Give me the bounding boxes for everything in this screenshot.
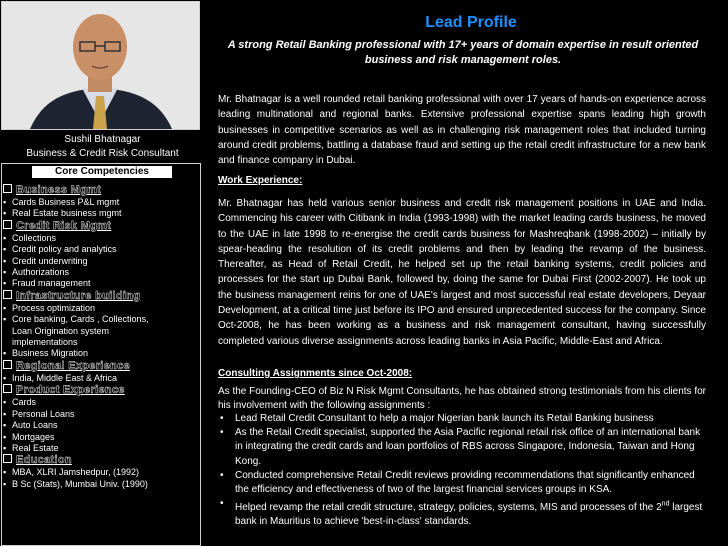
list-item: • Helped revamp the retail credit structure, strategy, policies, systems, MIS and processes of the 2nd largest bank in Mauritius to achieve 'best-in-class' standards.: [220, 498, 703, 527]
competency-item-continuation: implementations: [12, 337, 78, 348]
tagline: A strong Retail Banking professional with 17+ years of domain expertise in result oriented business and risk management roles.: [227, 39, 699, 66]
consulting-heading: Consulting Assignments since Oct-2008:: [218, 368, 413, 379]
competency-group-title: Regional Experience: [3, 360, 199, 373]
list-item: • Conducted comprehensive Retail Credit reviews providing recommendations that significantly enhanced the efficiency and effectiveness of two of the largest financial services groups in KSA.: [220, 469, 695, 496]
bullet-icon: •: [220, 498, 224, 510]
competency-item: ▪ Process optimization: [3, 302, 96, 313]
square-bullet-icon: ▪: [3, 244, 7, 255]
square-bullet-icon: ▪: [3, 348, 7, 359]
square-bullet-icon: ▪: [3, 302, 7, 313]
square-bullet-icon: ▪: [3, 431, 7, 442]
competency-item: ▪ Credit policy and analytics: [3, 244, 117, 255]
checkbox-icon: [3, 360, 12, 369]
bullet-icon: •: [220, 469, 224, 481]
summary-paragraph: Mr. Bhatnagar is a well rounded retail banking professional with over 17 years of hands-on experience across leading multinational and regional banks. Extensive professional expertise spans leading high growth businesses in competitive scenarios as well as in challenging risk management roles that included turning around credit problems, battling a database fraud and setting up the retail credit infrastructure for a new bank and finance company in Dubai.: [218, 94, 706, 167]
competency-item-continuation: Loan Origination system: [12, 325, 110, 336]
checkbox-icon: [3, 290, 12, 299]
checkbox-icon: [3, 220, 12, 229]
competency-item: ▪ Cards: [3, 397, 37, 408]
square-bullet-icon: ▪: [3, 255, 7, 266]
square-bullet-icon: ▪: [3, 372, 7, 383]
profile-role: Business & Credit Risk Consultant: [26, 148, 179, 159]
competency-item: ▪ Credit underwriting: [3, 255, 88, 266]
work-experience-paragraph: Mr. Bhatnagar has held various senior business and credit risk management positions in UAE and India. Commencing his career with Citibank in India (1993-1998) with the market leading cards business, he moved to the UAE in late 1998 to re-energise the credit cards business for Mashreqbank (1998-2002) – initially by spear-heading the resolution of its credit problems and then by leading the revamp of the business. Thereafter, as Head of Retail Credit, he helped set up the retail banking systems, credit policies and processes for the start up Dubai Bank, followed by, doing the same for Dubai First (2002-2007). He took up the business management reins for one of UAE's largest and most successful real estate developers, Deyaar Development, at a critical time just before its IPO and ensured unprecedented success for the company. Since Oct-2008, he has been working as a business and risk management consultant, having successfully completed various diverse assignments across leading banks in Asia Pacific, Middle-East and Africa.: [218, 198, 706, 347]
square-bullet-icon: ▪: [3, 267, 7, 278]
square-bullet-icon: ▪: [3, 232, 7, 243]
square-bullet-icon: ▪: [3, 278, 7, 289]
competency-item: ▪ Cards Business P&L mgmt: [3, 197, 120, 207]
bullet-icon: •: [220, 413, 224, 424]
square-bullet-icon: ▪: [3, 397, 7, 408]
competency-item: ▪ Business Migration: [3, 348, 89, 359]
profile-name: Sushil Bhatnagar: [64, 134, 141, 145]
list-item: • As the Retail Credit specialist, supported the Asia Pacific regional retail risk office of an international bank in integrating the credit cards and loan portfolios of RBS across Singapore, Indonesia, Taiwan and Hong Kong.: [220, 427, 701, 467]
work-experience-heading: Work Experience:: [218, 175, 303, 186]
core-competencies-panel: [1, 163, 201, 546]
competency-group-title: Infrastructure building: [3, 290, 199, 303]
sidebar: [0, 0, 203, 546]
profile-photo: [1, 1, 200, 130]
competency-item: ▪ Collections: [3, 232, 57, 243]
consulting-intro: As the Founding-CEO of Biz N Risk Mgmt Consultants, he has obtained strong testimonials from his clients for his involvement with the following assignments :: [218, 386, 706, 412]
bullet-icon: •: [220, 427, 224, 439]
square-bullet-icon: ▪: [3, 408, 7, 419]
square-bullet-icon: ▪: [3, 467, 7, 478]
square-bullet-icon: ▪: [3, 420, 7, 431]
competency-item: ▪ B Sc (Stats), Mumbai Univ. (1990): [3, 478, 148, 489]
consulting-list: [218, 412, 708, 529]
square-bullet-icon: ▪: [3, 442, 7, 453]
competency-item: ▪ Auto Loans: [3, 420, 58, 431]
competency-item: ▪ Mortgages: [3, 431, 55, 442]
competency-item: ▪ Authorizations: [3, 267, 70, 278]
competency-item: ▪ Core banking, Cards , Collections,: [3, 314, 149, 325]
competency-group-title: Education: [3, 454, 199, 467]
square-bullet-icon: ▪: [3, 478, 7, 489]
competency-item: ▪ MBA, XLRI Jamshedpur, (1992): [3, 467, 140, 478]
list-item: • Lead Retail Credit Consultant to help a major Nigerian bank launch its Retail Banking business: [218, 412, 708, 426]
competency-item: ▪ Real Estate: [3, 442, 59, 453]
competency-group-title: Product Experience: [3, 384, 199, 397]
checkbox-icon: [3, 384, 12, 393]
competency-item: ▪ Real Estate business mgmt: [3, 208, 122, 219]
competency-item: ▪ Personal Loans: [3, 408, 75, 419]
competency-group-title: Credit Risk Mgmt: [3, 220, 199, 233]
competency-item: ▪ India, Middle East & Africa: [3, 372, 118, 383]
checkbox-icon: [3, 184, 12, 193]
square-bullet-icon: ▪: [3, 314, 7, 325]
core-competencies-header: Core Competencies: [32, 166, 172, 178]
page-title: Lead Profile: [425, 14, 517, 31]
competency-item: ▪ Fraud management: [3, 278, 91, 289]
checkbox-icon: [3, 454, 12, 463]
competency-group-title: Business Mgmt: [3, 184, 199, 197]
square-bullet-icon: ▪: [3, 208, 7, 219]
competency-list: [3, 184, 199, 490]
square-bullet-icon: ▪: [3, 197, 7, 207]
